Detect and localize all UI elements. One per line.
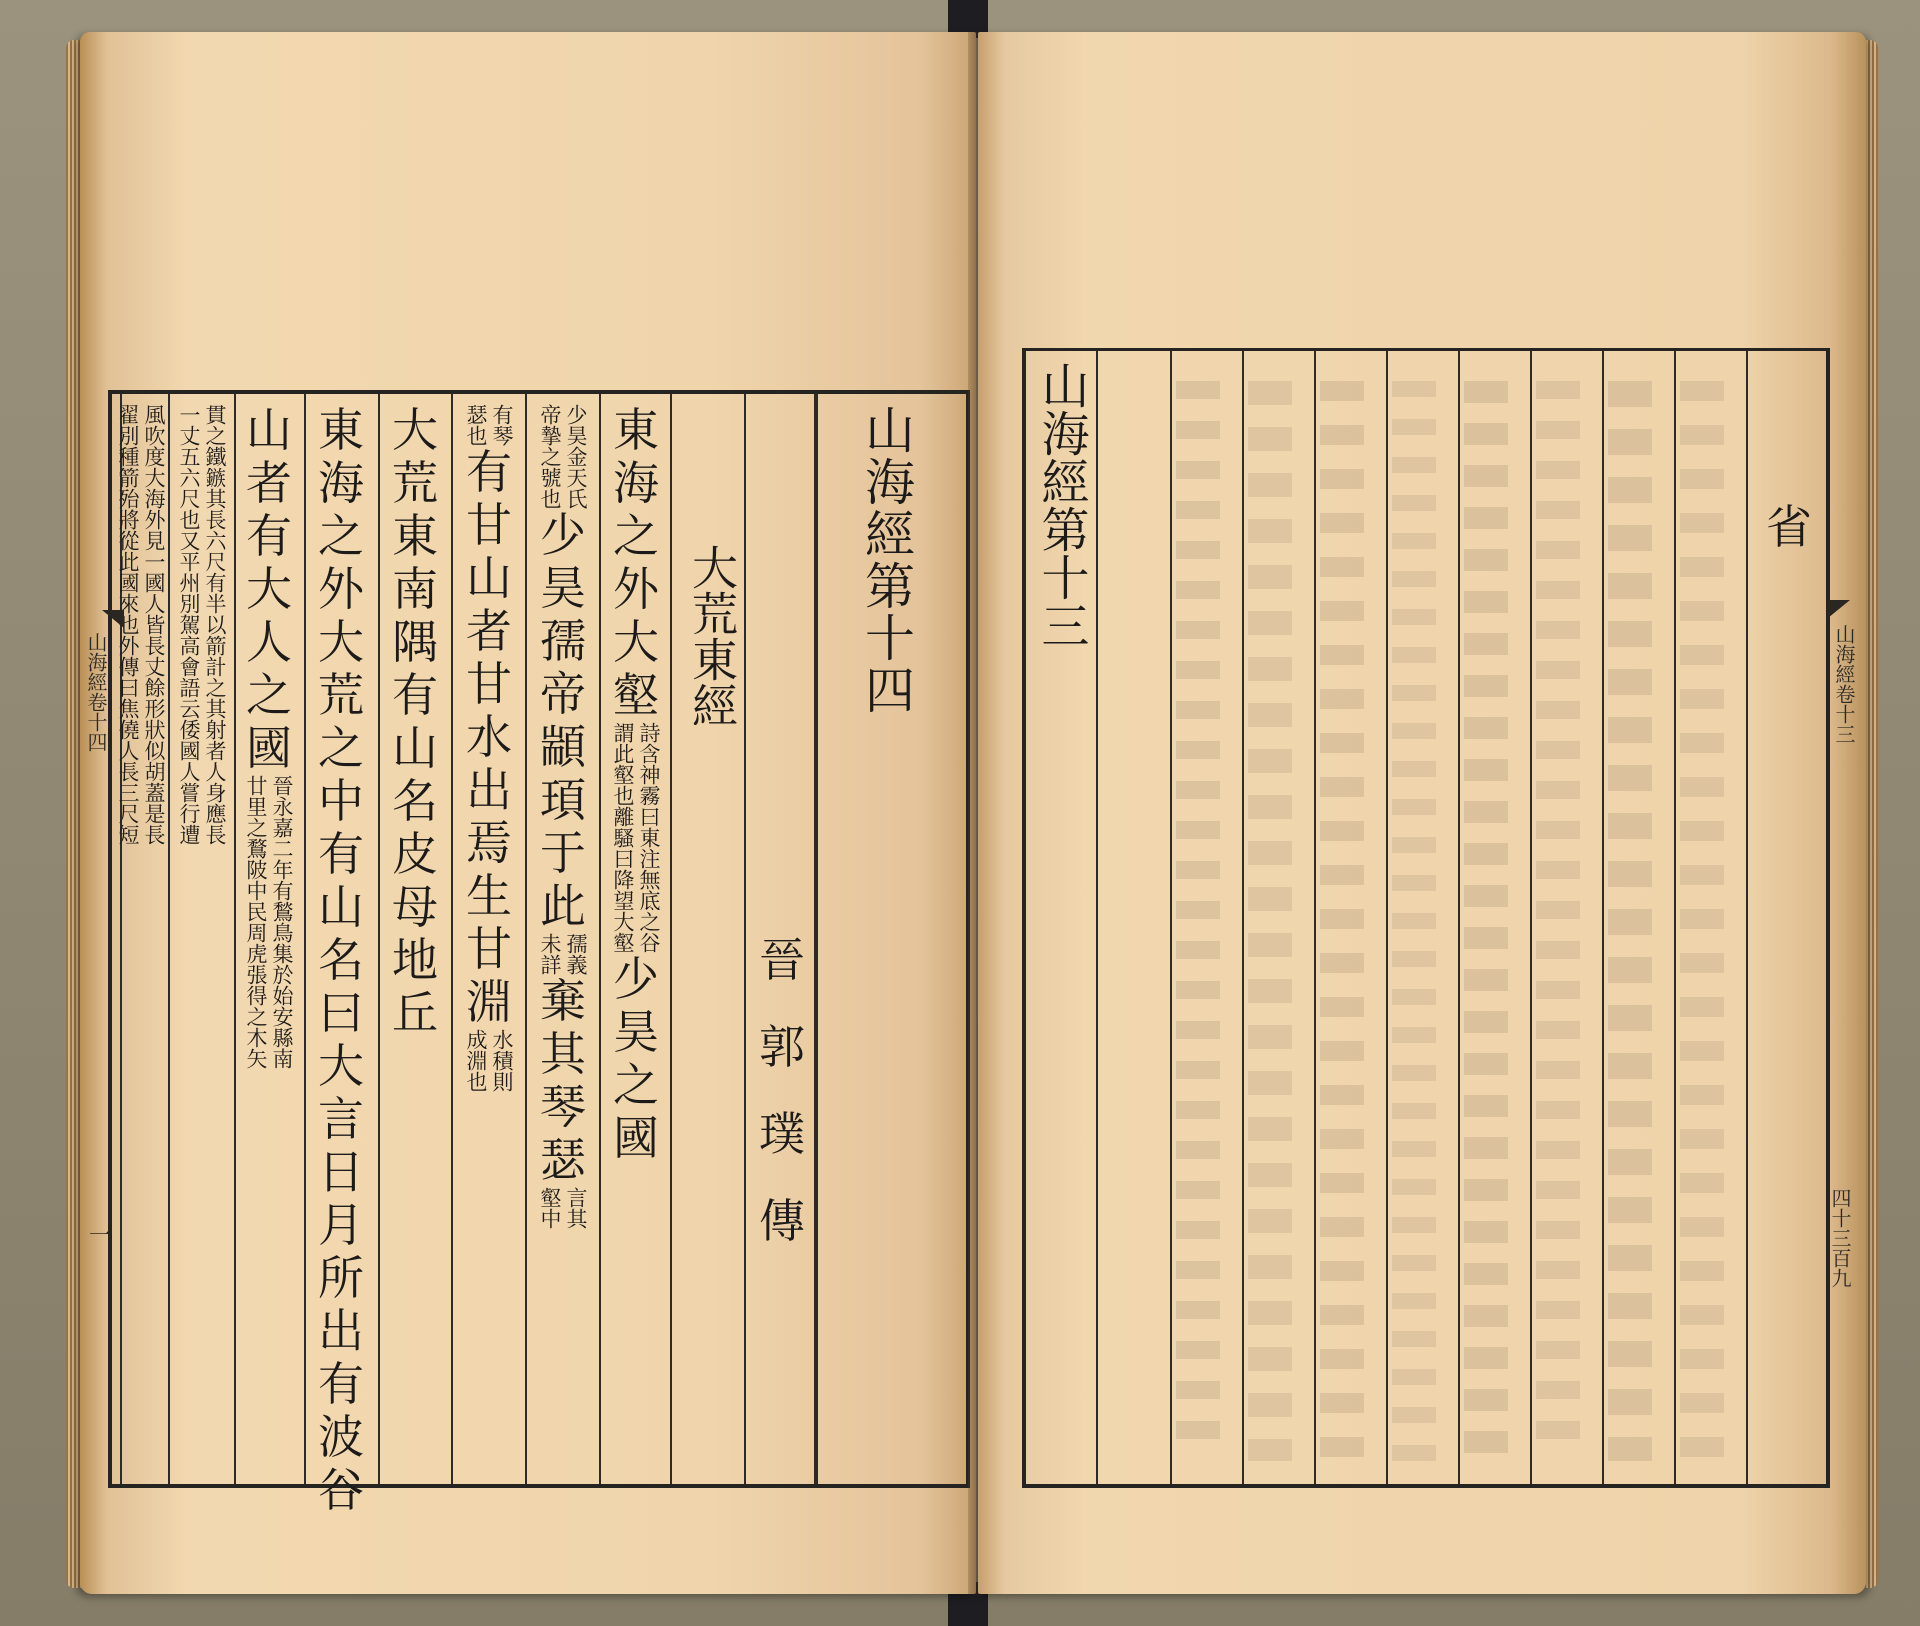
main-text: 荒 [392,456,438,510]
column-rule [525,394,527,1484]
main-text: 少 [613,952,659,1006]
main-text: 所 [318,1251,364,1305]
main-text: 少 [540,508,586,562]
main-text: 有 [466,445,512,499]
show-through [1320,381,1364,1461]
main-text: 大 [318,615,364,669]
text-column-3 [454,404,524,1474]
main-text: 之 [613,1058,659,1112]
main-text: 外 [613,562,659,616]
right-page [978,32,1866,1594]
main-text: 海 [318,456,364,510]
main-text: 東 [613,403,659,457]
main-text: 帝 [540,667,586,721]
commentary-a: 風吹度大海外見一國人皆長丈餘形狀似胡蓋是長 [142,404,166,845]
main-text: 棄 [540,974,586,1028]
fish-tail-mark [1828,600,1850,618]
text-column-6 [236,404,302,1474]
text-column-1 [602,404,670,1474]
main-text: 波 [318,1410,364,1464]
show-through [1536,381,1580,1461]
book-title: 山海經第十四 [857,404,915,716]
main-text: 名 [318,933,364,987]
book-title-column [1028,361,1094,1474]
main-text: 甘 [466,922,512,976]
main-text: 海 [613,456,659,510]
folio-number: 一 [88,1224,111,1249]
author-credit-column [752,934,812,1474]
main-text: 昊 [613,1005,659,1059]
main-text: 此 [540,879,586,933]
chapter-title: 大荒東經 [685,544,739,728]
commentary-a: 言其 [564,1187,588,1229]
main-text: 中 [318,774,364,828]
main-text: 壑 [613,668,659,722]
last-column [1756,501,1822,1474]
main-text: 日 [318,1145,364,1199]
left-text-frame [108,390,970,1517]
main-text: 東 [318,403,364,457]
main-text: 之 [246,668,292,722]
main-text: 大 [246,562,292,616]
main-text: 荒 [318,668,364,722]
commentary-pair [537,1187,589,1229]
main-text: 淵 [466,975,512,1029]
author-char: 傳 [759,1194,805,1248]
main-text: 隅 [392,615,438,669]
main-text: 甘 [466,657,512,711]
main-text: 有 [246,509,292,563]
main-text: 地 [392,933,438,987]
main-text: 谷 [318,1463,364,1517]
commentary-b: 帝摯之號也 [538,404,562,509]
main-text: 于 [540,826,586,880]
top-character: 省 [1766,500,1812,554]
main-text: 焉 [466,816,512,870]
main-text: 丘 [392,986,438,1040]
commentary-a: 貫之鐵鏃其長六尺有半以箭計之其射者人身應長 [203,404,227,845]
main-text: 大 [613,615,659,669]
show-through [1176,381,1220,1461]
show-through [1608,381,1652,1461]
column-rule [599,394,601,1484]
column-rule [1674,351,1676,1484]
main-text: 顓 [540,720,586,774]
column-rule [1458,351,1460,1484]
commentary-b: 翟別種箭殆將從此國來也外傳曰焦僥人長三尺短 [116,404,140,845]
commentary-pair [610,722,662,953]
author-char: 璞 [759,1107,805,1161]
commentary-b: 一丈五六尺也又平州別駕高會語云倭國人嘗行遭 [177,404,201,845]
text-column-8 [112,404,170,1474]
main-text: 出 [466,763,512,817]
show-through [1680,381,1724,1461]
main-text: 曰 [318,986,364,1040]
fold-margin-label: 山海經卷十三 [1832,624,1856,744]
commentary-pair [176,404,228,845]
main-text: 甘 [466,498,512,552]
main-text: 出 [318,1304,364,1358]
text-column-2 [528,404,598,1474]
column-rule [1602,351,1604,1484]
column-rule [814,394,818,1484]
main-text: 國 [613,1111,659,1165]
main-text: 大 [392,403,438,457]
main-text: 者 [466,604,512,658]
commentary-b: 瑟也 [464,404,488,446]
main-text: 頊 [540,773,586,827]
main-text: 之 [613,509,659,563]
main-text: 言 [318,1092,364,1146]
main-text: 山 [318,880,364,934]
commentary-b: 壑中 [538,1187,562,1229]
main-text: 琴 [540,1080,586,1134]
commentary-b: 未詳 [538,933,562,975]
main-text: 母 [392,880,438,934]
column-rule [1530,351,1532,1484]
commentary-b: 廿里之鶩陂中民周虎張得之木矢 [244,775,268,1069]
show-through [1248,381,1292,1461]
commentary-pair [463,1029,515,1092]
show-through [1392,381,1436,1461]
main-text: 人 [246,615,292,669]
text-column-7 [172,404,232,1474]
main-text: 有 [392,668,438,722]
commentary-pair [537,404,589,509]
fish-tail-mark [102,610,124,628]
main-text: 孺 [540,614,586,668]
column-rule [1096,351,1098,1484]
main-text: 山 [392,721,438,775]
main-text: 昊 [540,561,586,615]
column-rule [1314,351,1316,1484]
chapter-title-column [678,544,744,1474]
left-page [80,32,976,1594]
column-rule [1242,351,1244,1484]
main-text: 瑟 [540,1133,586,1187]
commentary-b: 成淵也 [464,1029,488,1092]
column-rule [670,394,672,1484]
commentary-a: 水積則 [490,1029,514,1092]
main-text: 國 [246,721,292,775]
main-text: 南 [392,562,438,616]
main-text: 水 [466,710,512,764]
main-text: 山 [466,551,512,605]
commentary-a: 少昊金天氏 [564,404,588,509]
commentary-pair [537,933,589,975]
main-text: 生 [466,869,512,923]
main-text: 皮 [392,827,438,881]
main-text: 有 [318,1357,364,1411]
commentary-a: 有琴 [490,404,514,446]
main-text: 名 [392,774,438,828]
main-text: 其 [540,1027,586,1081]
right-text-frame [1022,348,1830,1488]
book-title-column [824,404,948,1474]
fold-margin-label: 山海經卷十四 [84,632,108,752]
main-text: 東 [392,509,438,563]
column-rule [1386,351,1388,1484]
column-rule [744,394,746,1484]
commentary-pair [243,775,295,1069]
main-text: 大 [318,1039,364,1093]
commentary-b: 謂此壑也離騷曰降望大壑 [611,722,635,953]
commentary-a: 晉永嘉二年有鶖鳥集於始安縣南 [270,775,294,1069]
main-text: 之 [318,721,364,775]
text-column-5 [306,403,376,1517]
column-rule [451,394,453,1484]
main-text: 之 [318,509,364,563]
column-rule [1746,351,1748,1484]
book-title: 山海經第十三 [1033,361,1089,649]
commentary-pair [463,404,515,446]
main-text: 有 [318,827,364,881]
author-char: 郭 [759,1020,805,1074]
folio-number: 四十三百九 [1828,1188,1852,1288]
main-text: 月 [318,1198,364,1252]
commentary-a: 孺義 [564,933,588,975]
column-rule [1170,351,1172,1484]
main-text: 外 [318,562,364,616]
show-through [1464,381,1508,1461]
author-char: 晉 [759,933,805,987]
text-column-4 [380,404,450,1474]
main-text: 者 [246,456,292,510]
main-text: 山 [246,403,292,457]
commentary-a: 詩含神霧曰東注無底之谷 [637,722,661,953]
